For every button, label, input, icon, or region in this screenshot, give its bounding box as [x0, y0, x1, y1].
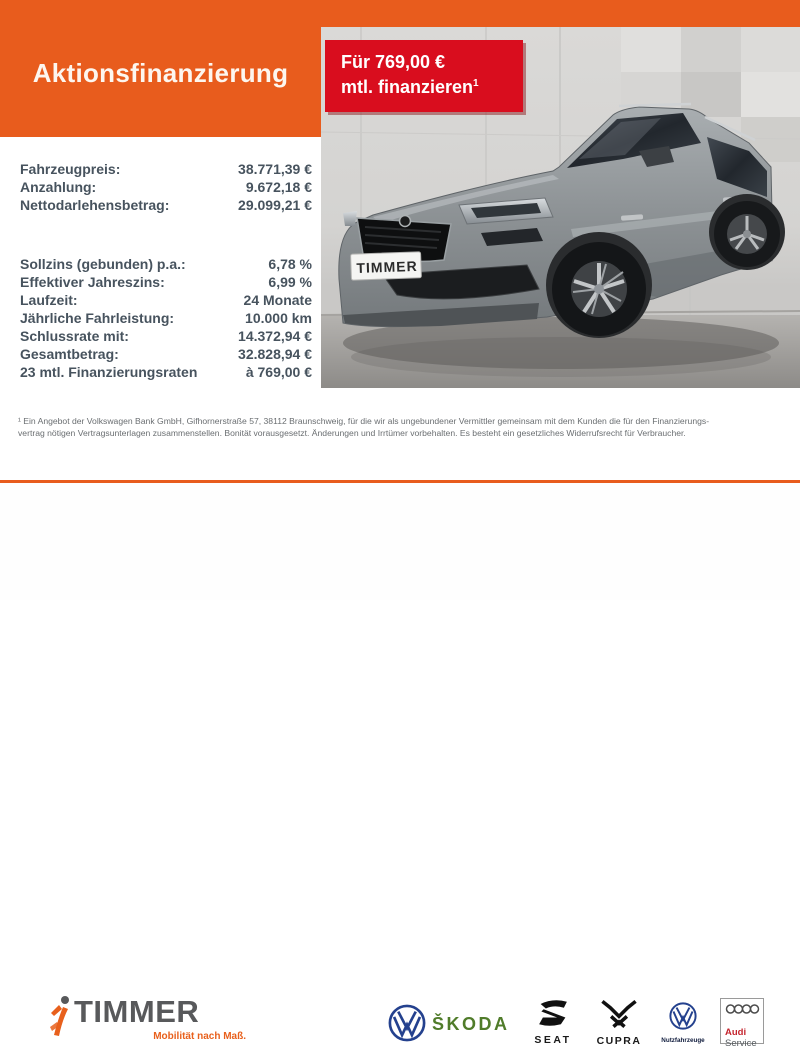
fin-label: Jährliche Fahrleistung: — [20, 310, 175, 326]
dealer-name: TIMMER — [74, 994, 200, 1029]
dealer-tagline: Mobilität nach Maß. — [153, 1031, 246, 1042]
financing-group-prices — [20, 160, 312, 214]
fin-value: 32.828,94 € — [238, 346, 312, 362]
fin-value: à 769,00 € — [245, 364, 312, 380]
vw-nutzfahrzeuge-logo — [658, 1002, 708, 1044]
audi-wordmark: Audi — [725, 1027, 747, 1038]
fin-label: Anzahlung: — [20, 179, 97, 195]
rear-wheel — [709, 194, 785, 270]
front-wheel — [546, 232, 652, 338]
fin-row-finanzierungsraten — [20, 363, 312, 381]
fin-row-nettodarlehensbetrag — [20, 196, 312, 214]
offer-footnote-mark: 1 — [473, 78, 479, 89]
fin-value: 9.672,18 € — [245, 179, 312, 195]
dealer-logo — [48, 995, 248, 1042]
page-title: Aktionsfinanzierung — [32, 57, 289, 88]
fin-label: Fahrzeugpreis: — [20, 161, 121, 177]
cupra-wordmark: CUPRA — [596, 1035, 642, 1047]
timmer-logo-icon — [48, 995, 74, 1037]
fin-label: Effektiver Jahreszins: — [20, 274, 165, 290]
fin-row-schlussrate — [20, 327, 312, 345]
fin-row-effektiver-jahreszins — [20, 273, 312, 291]
seat-wordmark: SEAT — [534, 1034, 572, 1046]
fin-value: 38.771,39 € — [238, 161, 312, 177]
fin-value: 24 Monate — [243, 292, 312, 308]
top-orange-bar — [0, 0, 800, 27]
cupra-logo-icon — [599, 999, 639, 1029]
vw-nutzfahrzeuge-wordmark: Nutzfahrzeuge — [661, 1037, 705, 1044]
offer-term — [341, 73, 523, 98]
fin-label: Schlussrate mit: — [20, 328, 129, 344]
fin-value: 10.000 km — [245, 310, 312, 326]
license-plate — [351, 252, 422, 280]
fin-row-fahrzeugpreis — [20, 160, 312, 178]
financing-group-conditions — [20, 255, 312, 381]
vw-logo-icon — [388, 1004, 426, 1042]
fin-label: Laufzeit: — [20, 292, 78, 308]
audi-service-logo — [720, 998, 764, 1049]
skoda-badge-icon — [400, 216, 411, 227]
disclaimer-line-2: vertrag nötigen Vertragsunterlagen zusammenstellen. Bonität vorausgesetzt. Änderungen und Irrtümer vorbehalten. Es besteht ein gesetzliches Widerrufsrecht für Verbraucher. — [18, 427, 686, 438]
fin-row-gesamtbetrag — [20, 345, 312, 363]
fin-value: 6,78 % — [268, 256, 312, 272]
fin-label: 23 mtl. Finanzierungsraten — [20, 364, 198, 380]
fin-value: 14.372,94 € — [238, 328, 312, 344]
fin-row-fahrleistung — [20, 309, 312, 327]
disclaimer — [18, 416, 782, 439]
seat-logo — [528, 998, 578, 1046]
fin-label: Sollzins (gebunden) p.a.: — [20, 256, 186, 272]
footer — [0, 483, 800, 1049]
offer-price: Für 769,00 € — [341, 52, 446, 72]
fin-row-sollzins — [20, 255, 312, 273]
fin-value: 6,99 % — [268, 274, 312, 290]
audi-rings-icon — [725, 1003, 761, 1015]
skoda-wordmark: ŠKODA — [432, 1014, 510, 1034]
disclaimer-line-1: ¹ Ein Angebot der Volkswagen Bank GmbH, Gifhornerstraße 57, 38112 Braunschweig, für die wir als ungebundener Vermittler gemeinsam mit dem Kunden die für den Finanzierungs- — [18, 416, 710, 426]
fin-value: 29.099,21 € — [238, 197, 312, 213]
seat-logo-icon — [535, 998, 571, 1028]
fin-label: Gesamtbetrag: — [20, 346, 119, 362]
audi-service-label: Service — [725, 1038, 757, 1049]
vw-nutzfahrzeuge-logo-icon — [669, 1002, 697, 1030]
fin-row-anzahlung — [20, 178, 312, 196]
fin-label: Nettodarlehensbetrag: — [20, 197, 170, 213]
offer-box — [325, 40, 523, 112]
license-plate-text: TIMMER — [356, 257, 418, 276]
headline-box — [0, 27, 321, 137]
offer-term-text: mtl. finanzieren — [341, 77, 474, 97]
fin-row-laufzeit — [20, 291, 312, 309]
cupra-logo — [589, 999, 649, 1047]
